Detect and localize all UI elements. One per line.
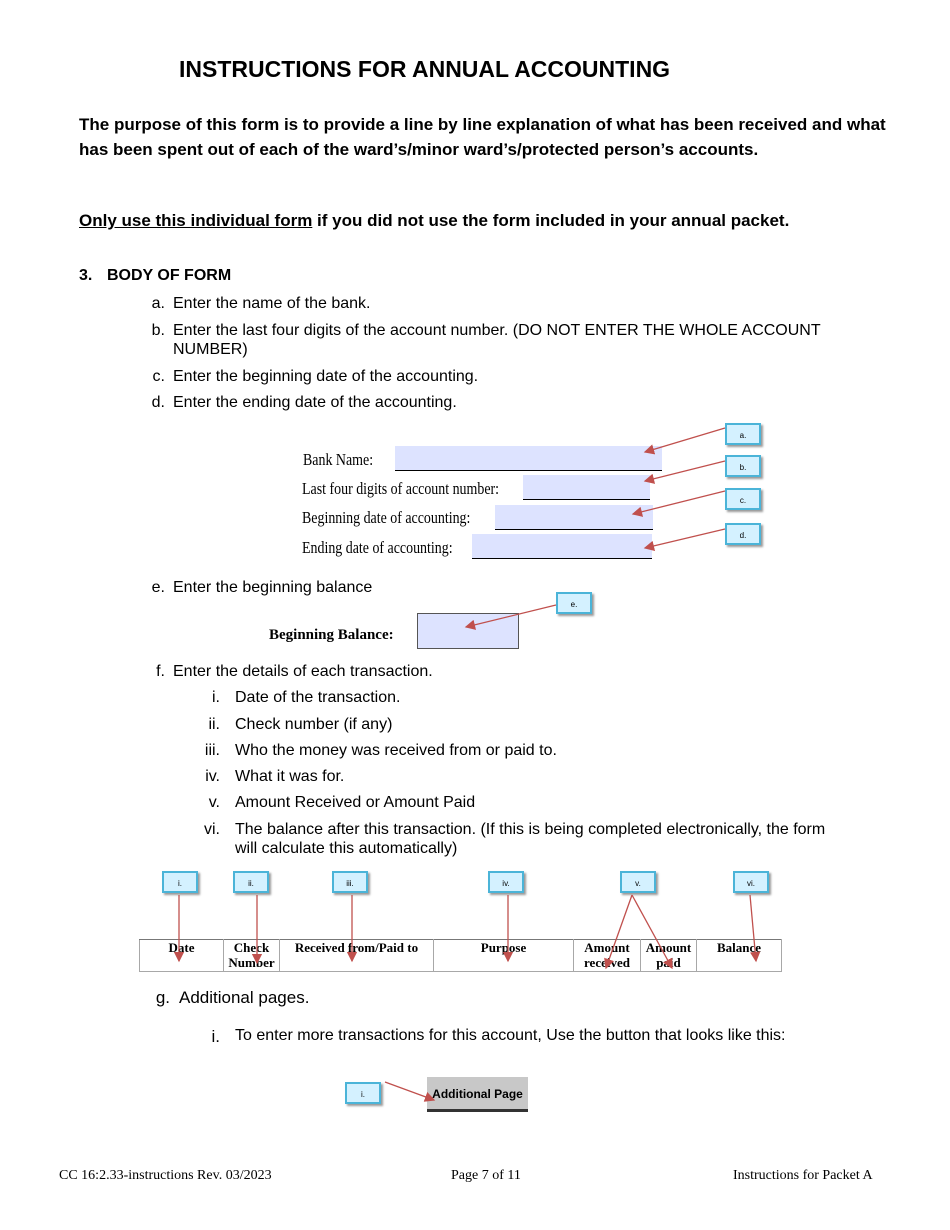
step-b-cont: NUMBER) bbox=[173, 341, 248, 358]
callout-table-ii: ii. bbox=[233, 871, 269, 893]
col-date: Date bbox=[140, 940, 224, 972]
callout-table-iv: iv. bbox=[488, 871, 524, 893]
callout-b: b. bbox=[725, 455, 761, 477]
step-e: e. Enter the beginning balance bbox=[151, 579, 373, 596]
col-balance: Balance bbox=[697, 940, 782, 972]
step-b: b. Enter the last four digits of the account number. (DO NOT ENTER THE WHOLE ACCOUNT bbox=[151, 322, 821, 339]
sub-step-i: i. Date of the transaction. bbox=[212, 689, 401, 706]
callout-d: d. bbox=[725, 523, 761, 545]
callout-table-i: i. bbox=[162, 871, 198, 893]
step-a: a. Enter the name of the bank. bbox=[151, 295, 371, 312]
sub-step-vi-cont: will calculate this automatically) bbox=[235, 840, 458, 857]
only-use-rest: if you did not use the form included in your annual packet. bbox=[312, 211, 790, 230]
sub-step-vi: vi. The balance after this transaction. (If this is being completed electronically, the form bbox=[204, 821, 826, 838]
callout-table-iii: iii. bbox=[332, 871, 368, 893]
col-purpose: Purpose bbox=[434, 940, 574, 972]
section-number: 3. bbox=[79, 267, 93, 284]
step-c: c. Enter the beginning date of the accounting. bbox=[152, 368, 479, 385]
col-amount-paid: Amount paid bbox=[641, 940, 697, 972]
beginning-balance-label: Beginning Balance: bbox=[269, 627, 394, 643]
callout-table-vi: vi. bbox=[733, 871, 769, 893]
purpose-paragraph: The purpose of this form is to provide a line by line explanation of what has been received and what has been spent out of each of the ward’s/minor ward’s/protected person’s accounts. bbox=[79, 115, 886, 159]
page-title: INSTRUCTIONS FOR ANNUAL ACCOUNTING bbox=[179, 56, 671, 82]
callout-button-i: i. bbox=[345, 1082, 381, 1104]
sub-step-iii: iii. Who the money was received from or paid to. bbox=[204, 742, 557, 759]
callout-c: c. bbox=[725, 488, 761, 510]
callout-e: e. bbox=[556, 592, 592, 614]
footer-page-number: Page 7 of 11 bbox=[451, 1168, 521, 1183]
callout-table-v: v. bbox=[620, 871, 656, 893]
additional-page-button[interactable]: Additional Page bbox=[427, 1077, 528, 1112]
footer-form-id: CC 16:2.33-instructions Rev. 03/2023 bbox=[59, 1168, 272, 1183]
begin-date-label: Beginning date of accounting: bbox=[302, 508, 471, 527]
callout-a: a. bbox=[725, 423, 761, 445]
section-title: BODY OF FORM bbox=[107, 267, 232, 284]
col-amount-received: Amount received bbox=[574, 940, 641, 972]
col-check-number: Check Number bbox=[224, 940, 280, 972]
bank-name-label: Bank Name: bbox=[303, 450, 374, 469]
last-four-label: Last four digits of account number: bbox=[302, 479, 500, 498]
sub-step-ii: ii. Check number (if any) bbox=[208, 716, 393, 733]
only-use-underlined: Only use this individual form bbox=[79, 211, 313, 230]
step-g: g. Additional pages. bbox=[155, 988, 310, 1007]
footer-packet: Instructions for Packet A bbox=[733, 1168, 873, 1183]
col-received-paid: Received from/Paid to bbox=[280, 940, 434, 972]
g-sub-step-i: i. To enter more transactions for this account, Use the button that looks like this: bbox=[211, 1027, 786, 1046]
step-f: f. Enter the details of each transaction. bbox=[156, 663, 433, 680]
end-date-label: Ending date of accounting: bbox=[302, 538, 453, 557]
step-d: d. Enter the ending date of the accounting. bbox=[151, 394, 457, 411]
sub-step-iv: iv. What it was for. bbox=[205, 768, 345, 785]
sub-step-v: v. Amount Received or Amount Paid bbox=[208, 794, 476, 811]
